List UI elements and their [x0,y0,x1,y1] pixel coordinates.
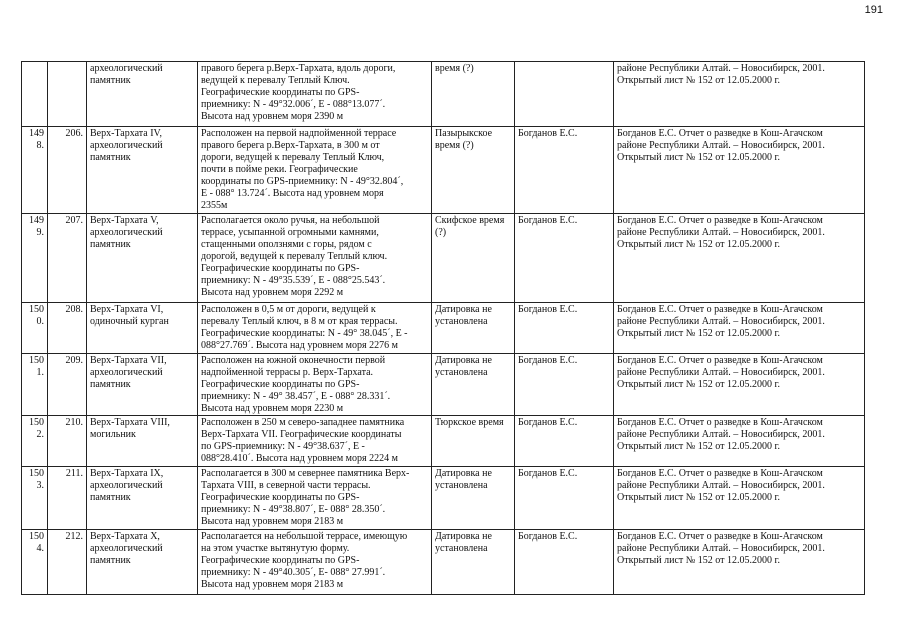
author-name: Богданов Е.С. [518,417,578,428]
location-line: Высота над уровнем моря 2292 м [201,287,344,298]
publication-line: Открытый лист № 152 от 12.05.2000 г. [617,75,781,86]
registry-number: 1498. [29,128,44,151]
item-number-cell [48,214,87,303]
table-row [22,354,865,416]
location-line: дорогой, ведущей к перевалу Теплый ключ. [201,251,388,262]
publication-cell [614,354,865,416]
author-cell [515,467,614,530]
monument-name-cell [87,416,198,467]
location-line: приемнику: N - 49°35.539´, E - 088°25.543´. [201,275,386,286]
location-line: Располагается около ручья, на небольшой [201,215,380,226]
dating-cell [432,303,515,354]
location-line: Географические координаты: N - 49° 38.045´, E - [201,328,408,339]
publication-line: Богданов Е.С. Отчет о разведке в Кош-Агачском [617,215,823,226]
location-cell [198,354,432,416]
monument-type: археологический памятник [90,367,163,390]
registry-number-cell [22,127,48,214]
location-line: правого берега р.Верх-Тархата, в 300 м от [201,140,380,151]
location-cell [198,127,432,214]
dating-text: Датировка не установлена [435,468,492,491]
location-line: на этом участке вытянутую форму. [201,543,350,554]
monument-name: Верх-Тархата IV, [90,128,162,139]
registry-number: 1499. [29,215,44,238]
location-line: приемнику: N - 49°32.006´, E - 088°13.077´. [201,99,386,110]
monument-name: Верх-Тархата IX, [90,468,164,479]
publication-line: Открытый лист № 152 от 12.05.2000 г. [617,555,781,566]
monument-type: одиночный курган [90,316,169,327]
registry-number: 1504. [29,531,44,554]
monument-type: археологический памятник [90,63,163,86]
dating-text: Скифское время (?) [435,215,505,238]
item-number-cell [48,62,87,127]
location-line: перевалу Теплый ключ, в 8 м от края террасы. [201,316,398,327]
location-line: ведущей к перевалу Теплый Ключ. [201,75,350,86]
monument-name: Верх-Тархата V, [90,215,159,226]
publication-line: районе Республики Алтай. – Новосибирск, 2001. [617,429,825,440]
registry-number-cell [22,303,48,354]
item-number-cell [48,467,87,530]
dating-text: Датировка не установлена [435,304,492,327]
monument-name: Верх-Тархата VIII, [90,417,170,428]
location-line: Географические координаты по GPS- [201,263,360,274]
location-line: 088°28.410´. Высота над уровнем моря 2224 м [201,453,398,464]
dating-text: Датировка не установлена [435,355,492,378]
location-line: дороги, ведущей к перевалу Теплый Ключ, [201,152,385,163]
table-row [22,416,865,467]
publication-line: Богданов Е.С. Отчет о разведке в Кош-Агачском [617,304,823,315]
publication-line: районе Республики Алтай. – Новосибирск, 2001. [617,480,825,491]
location-line: надпойменной террасы р. Верх-Тархата. [201,367,374,378]
location-line: Тархата VIII, в северной части террасы. [201,480,371,491]
registry-number-cell [22,416,48,467]
location-line: приемнику: N - 49°38.807´, E- 088° 28.350´. [201,504,386,515]
location-cell [198,303,432,354]
location-line: Расположен в 250 м северо-западнее памятника [201,417,405,428]
dating-text: время (?) [435,63,474,74]
location-line: Географические координаты по GPS- [201,379,360,390]
item-number: 210. [65,417,83,428]
registry-number: 1500. [29,304,44,327]
author-cell [515,530,614,595]
publication-line: районе Республики Алтай. – Новосибирск, 2001. [617,367,825,378]
item-number-cell [48,127,87,214]
monument-type: археологический памятник [90,140,163,163]
monument-type: археологический памятник [90,227,163,250]
monument-name-cell [87,303,198,354]
publication-line: Открытый лист № 152 от 12.05.2000 г. [617,492,781,503]
monument-name-cell [87,214,198,303]
location-line: по GPS-приемнику: N - 49°38.637´, E - [201,441,365,452]
publication-line: районе Республики Алтай. – Новосибирск, 2001. [617,63,825,74]
location-line: E - 088° 13.724´. Высота над уровнем моря [201,188,384,199]
dating-text: Датировка не установлена [435,531,492,554]
table-row [22,530,865,595]
registry-number-cell [22,214,48,303]
author-cell [515,62,614,127]
publication-line: районе Республики Алтай. – Новосибирск, 2001. [617,543,825,554]
location-line: Расположен на первой надпойменной террасе [201,128,397,139]
monument-registry-table [21,61,865,595]
location-line: Располагается в 300 м севернее памятника Верх- [201,468,410,479]
publication-line: Открытый лист № 152 от 12.05.2000 г. [617,441,781,452]
table-row [22,467,865,530]
table-row [22,62,865,127]
dating-cell [432,127,515,214]
location-line: Расположен на южной оконечности первой [201,355,386,366]
monument-name-cell [87,354,198,416]
registry-body [22,62,865,595]
location-line: координаты по GPS-приемнику: N - 49°32.804´, [201,176,404,187]
table-row [22,127,865,214]
monument-name-cell [87,62,198,127]
item-number: 207. [65,215,83,226]
location-line: правого берега р.Верх-Тархата, вдоль дороги, [201,63,396,74]
publication-cell [614,127,865,214]
dating-cell [432,530,515,595]
item-number-cell [48,416,87,467]
table-row [22,303,865,354]
monument-name: Верх-Тархата VII, [90,355,167,366]
author-cell [515,214,614,303]
author-name: Богданов Е.С. [518,355,578,366]
publication-cell [614,62,865,127]
author-name: Богданов Е.С. [518,304,578,315]
dating-text: Тюркское время [435,417,504,428]
location-line: Высота над уровнем моря 2183 м [201,516,344,527]
location-line: Высота над уровнем моря 2390 м [201,111,344,122]
registry-number-cell [22,354,48,416]
item-number: 211. [65,468,83,479]
monument-name-cell [87,530,198,595]
registry-number: 1503. [29,468,44,491]
author-name: Богданов Е.С. [518,215,578,226]
location-line: Высота над уровнем моря 2230 м [201,403,344,414]
publication-line: Открытый лист № 152 от 12.05.2000 г. [617,239,781,250]
dating-cell [432,354,515,416]
registry-number-cell [22,467,48,530]
monument-name-cell [87,467,198,530]
monument-name: Верх-Тархата X, [90,531,160,542]
item-number: 208. [65,304,83,315]
location-line: Располагается на небольшой террасе, имеющую [201,531,408,542]
registry-number: 1502. [29,417,44,440]
item-number: 206. [65,128,83,139]
dating-cell [432,214,515,303]
dating-cell [432,416,515,467]
item-number-cell [48,354,87,416]
dating-cell [432,62,515,127]
author-cell [515,127,614,214]
publication-line: Открытый лист № 152 от 12.05.2000 г. [617,152,781,163]
publication-cell [614,467,865,530]
location-cell [198,214,432,303]
publication-line: районе Республики Алтай. – Новосибирск, 2001. [617,227,825,238]
location-line: Географические координаты по GPS- [201,492,360,503]
page-number: 191 [864,4,883,16]
location-line: 088°27.769´. Высота над уровнем моря 2276 м [201,340,398,351]
location-line: Расположен в 0,5 м от дороги, ведущей к [201,304,376,315]
publication-line: районе Республики Алтай. – Новосибирск, 2001. [617,140,825,151]
table-row [22,214,865,303]
publication-line: Богданов Е.С. Отчет о разведке в Кош-Агачском [617,531,823,542]
location-line: стащенными оползнями с горы, рядом с [201,239,372,250]
author-cell [515,303,614,354]
author-name: Богданов Е.С. [518,468,578,479]
location-line: приемнику: N - 49°40.305´, E- 088° 27.991´. [201,567,386,578]
location-cell [198,530,432,595]
registry-number-cell [22,62,48,127]
monument-name-cell [87,127,198,214]
publication-cell [614,416,865,467]
location-line: 2355м [201,200,228,211]
location-line: террасе, усыпанной огромными камнями, [201,227,379,238]
monument-type: археологический памятник [90,543,163,566]
monument-type: могильник [90,429,136,440]
location-cell [198,62,432,127]
author-cell [515,354,614,416]
publication-line: Открытый лист № 152 от 12.05.2000 г. [617,328,781,339]
publication-line: районе Республики Алтай. – Новосибирск, 2001. [617,316,825,327]
location-cell [198,467,432,530]
registry-number-cell [22,530,48,595]
location-cell [198,416,432,467]
monument-name: Верх-Тархата VI, [90,304,164,315]
item-number-cell [48,530,87,595]
publication-cell [614,214,865,303]
publication-line: Богданов Е.С. Отчет о разведке в Кош-Агачском [617,468,823,479]
location-line: Высота над уровнем моря 2183 м [201,579,344,590]
author-cell [515,416,614,467]
item-number: 209. [65,355,83,366]
dating-cell [432,467,515,530]
publication-line: Богданов Е.С. Отчет о разведке в Кош-Агачском [617,417,823,428]
location-line: почти в пойме реки. Географические [201,164,358,175]
author-name: Богданов Е.С. [518,128,578,139]
publication-cell [614,530,865,595]
publication-cell [614,303,865,354]
author-name: Богданов Е.С. [518,531,578,542]
registry-number: 1501. [29,355,44,378]
publication-line: Богданов Е.С. Отчет о разведке в Кош-Агачском [617,355,823,366]
item-number-cell [48,303,87,354]
publication-line: Богданов Е.С. Отчет о разведке в Кош-Агачском [617,128,823,139]
monument-type: археологический памятник [90,480,163,503]
publication-line: Открытый лист № 152 от 12.05.2000 г. [617,379,781,390]
location-line: Географические координаты по GPS- [201,87,360,98]
location-line: Верх-Тархата VII. Географические координаты [201,429,402,440]
location-line: Географические координаты по GPS- [201,555,360,566]
dating-text: Пазырыкское время (?) [435,128,493,151]
item-number: 212. [65,531,83,542]
location-line: приемнику: N - 49° 38.457´, E - 088° 28.331´. [201,391,391,402]
